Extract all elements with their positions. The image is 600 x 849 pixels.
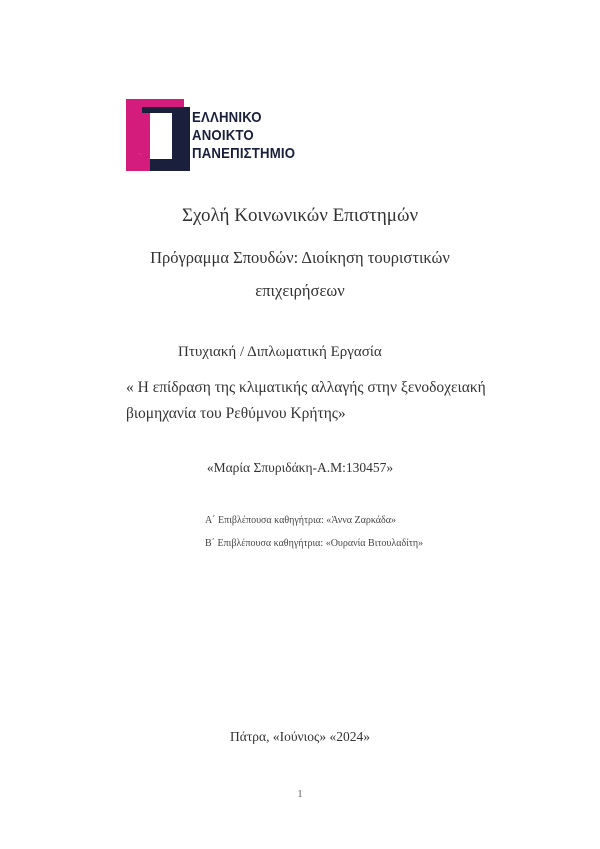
logo-line-3: ΠΑΝΕΠΙΣΤΗΜΙΟ bbox=[192, 145, 296, 162]
second-supervisor: Β΄ Επιβλέπουσα καθηγήτρια: «Ουρανία Βιτουλαδίτη» bbox=[205, 538, 424, 549]
school-name: Σχολή Κοινωνικών Επιστημών bbox=[181, 205, 419, 226]
place-date: Πάτρα, «Ιούνιος» «2024» bbox=[230, 729, 370, 744]
page-number: 1 bbox=[297, 789, 303, 800]
thesis-title-line-2: βιομηχανία του Ρεθύμνου Κρήτης» bbox=[126, 405, 346, 422]
first-supervisor: Α΄ Επιβλέπουσα καθηγήτρια: «Άννα Ζαρκάδα» bbox=[205, 515, 396, 526]
author: «Μαρία Σπυριδάκη-Α.Μ:130457» bbox=[206, 460, 394, 475]
program-line-2: επιχειρήσεων bbox=[255, 281, 345, 300]
logo-line-2: ΑΝΟΙΚΤΟ bbox=[192, 127, 254, 144]
logo-text bbox=[192, 109, 295, 163]
university-logo bbox=[126, 99, 326, 171]
program-line-1: Πρόγραμμα Σπουδών: Διοίκηση τουριστικών bbox=[150, 248, 450, 267]
thesis-title-line-1: « Η επίδραση της κλιματικής αλλαγής στην ξενοδοχειακή bbox=[126, 379, 486, 396]
logo-line-1: ΕΛΛΗΝΙΚΟ bbox=[192, 109, 262, 126]
eap-logo-mark bbox=[126, 99, 190, 171]
thesis-type: Πτυχιακή / Διπλωματική Εργασία bbox=[178, 344, 382, 360]
